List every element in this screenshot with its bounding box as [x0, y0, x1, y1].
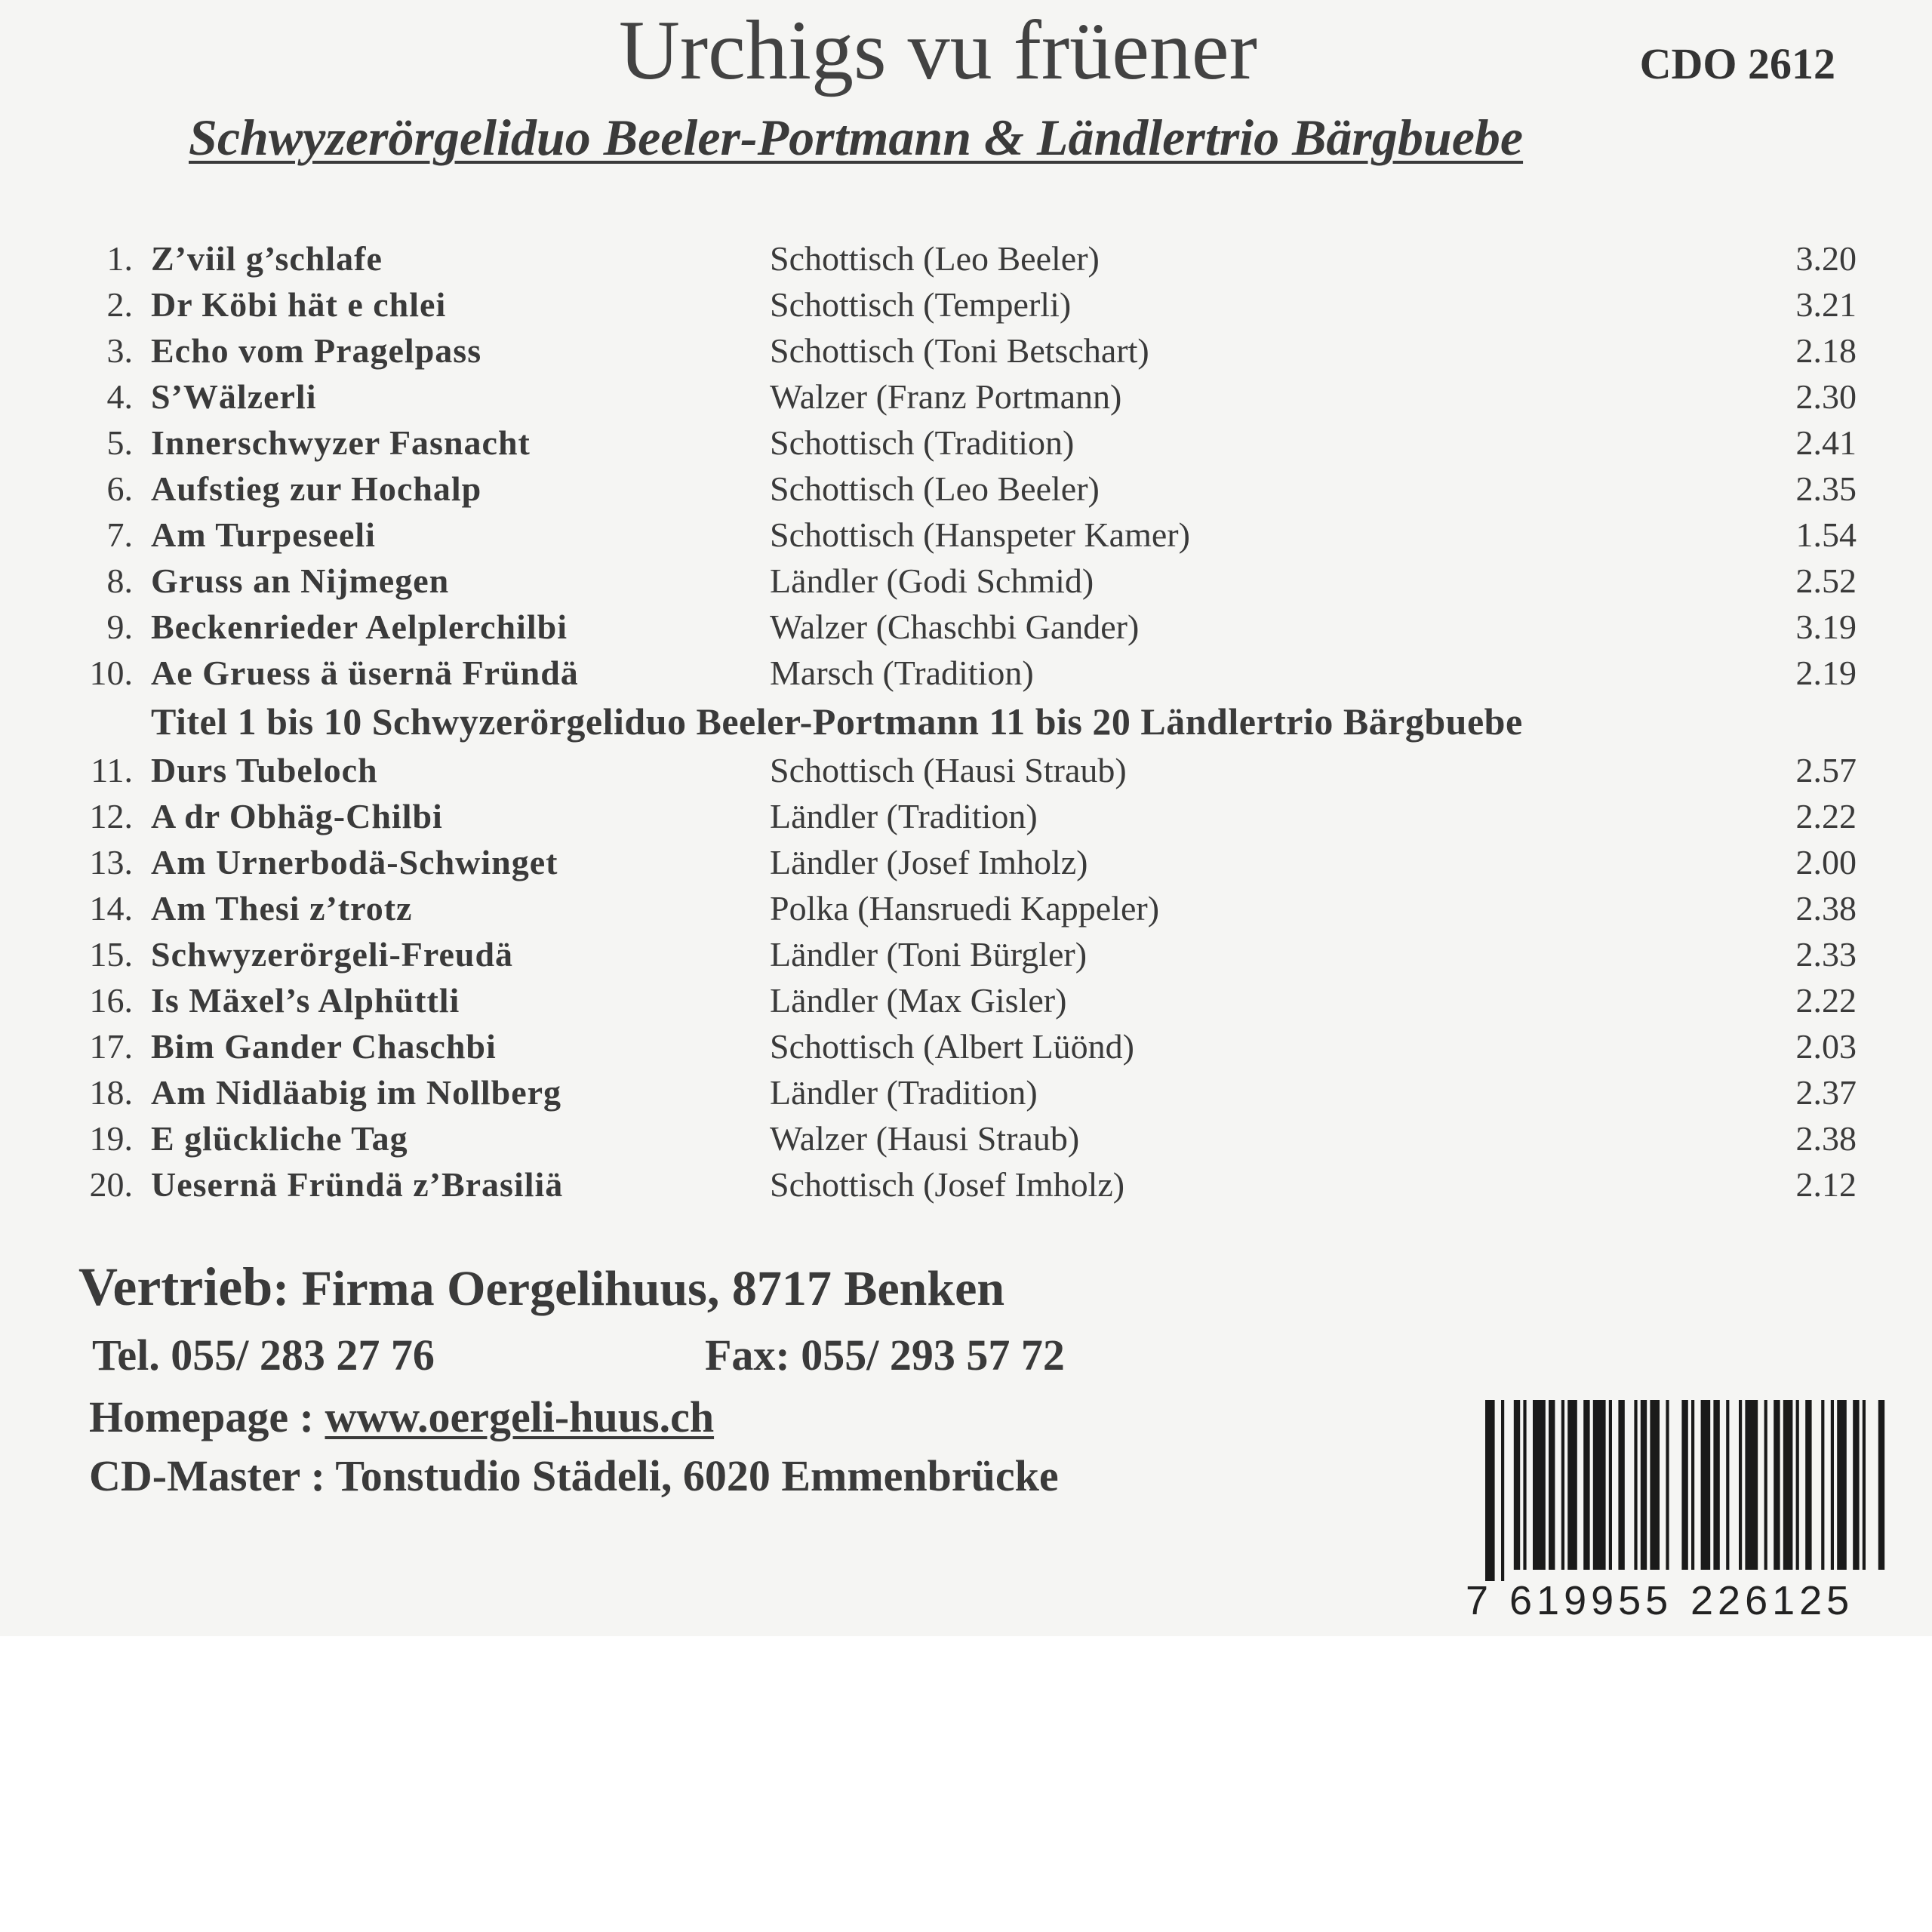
track-duration: 2.22	[1795, 797, 1857, 835]
barcode-bar	[1805, 1400, 1811, 1570]
track-duration: 2.30	[1795, 377, 1857, 416]
section-note	[68, 696, 1857, 747]
barcode-bar	[1878, 1400, 1884, 1570]
distribution-value: : Firma Oergelihuus, 8717 Benken	[272, 1261, 1005, 1316]
track-title: Am Urnerbodä-Schwinget	[151, 843, 558, 881]
track-duration: 1.54	[1795, 515, 1857, 554]
track-row	[68, 793, 1857, 839]
barcode-bar	[1609, 1400, 1612, 1570]
track-genre-composer: Walzer (Chaschbi Gander)	[770, 608, 1140, 646]
track-number: 15.	[89, 935, 133, 974]
track-genre-composer: Walzer (Hausi Straub)	[770, 1119, 1080, 1158]
track-title: E glückliche Tag	[151, 1119, 408, 1158]
track-row	[68, 374, 1857, 420]
barcode-first-digit: 7	[1466, 1578, 1489, 1623]
section-note-text: Titel 1 bis 10 Schwyzerörgeliduo Beeler-Portmann 11 bis 20 Ländlertrio Bärgbuebe	[151, 700, 1523, 743]
homepage-link[interactable]: www.oergeli-huus.ch	[325, 1392, 715, 1441]
track-genre-composer: Schottisch (Leo Beeler)	[770, 239, 1100, 278]
track-genre-composer: Ländler (Toni Bürgler)	[770, 935, 1088, 974]
track-row	[68, 1161, 1857, 1208]
track-genre-composer: Ländler (Josef Imholz)	[770, 843, 1088, 881]
homepage-label: Homepage :	[89, 1392, 325, 1441]
track-number: 7.	[106, 515, 133, 554]
artist-subtitle: Schwyzerörgeliduo Beeler-Portmann & Ländlertrio Bärgbuebe	[189, 109, 1524, 166]
barcode-bar	[1618, 1400, 1624, 1570]
cd-master-value: Tonstudio Städeli, 6020 Emmenbrücke	[335, 1451, 1059, 1500]
track-duration: 2.22	[1795, 981, 1857, 1020]
barcode-bar	[1764, 1400, 1767, 1570]
track-genre-composer: Ländler (Max Gisler)	[770, 981, 1067, 1020]
track-number: 14.	[89, 889, 133, 928]
phone-fax-line	[92, 1323, 1065, 1388]
fax-number: Fax: 055/ 293 57 72	[705, 1331, 1065, 1380]
track-genre-composer: Schottisch (Josef Imholz)	[770, 1165, 1125, 1204]
track-row	[68, 885, 1857, 931]
barcode-bar	[1713, 1400, 1719, 1570]
track-genre-composer: Schottisch (Toni Betschart)	[770, 331, 1149, 370]
track-duration: 2.38	[1795, 1119, 1857, 1158]
track-title: Beckenrieder Aelplerchilbi	[151, 608, 568, 646]
barcode-bar	[1853, 1400, 1859, 1570]
track-genre-composer: Schottisch (Hausi Straub)	[770, 751, 1127, 789]
track-number: 9.	[106, 608, 133, 646]
barcode-bar	[1774, 1400, 1780, 1570]
barcode-bar	[1666, 1400, 1669, 1570]
track-title: Is Mäxel’s Alphüttli	[151, 981, 460, 1020]
track-duration: 2.52	[1795, 561, 1857, 600]
track-genre-composer: Schottisch (Albert Lüönd)	[770, 1027, 1134, 1066]
barcode-bar	[1745, 1400, 1758, 1570]
barcode-bar	[1726, 1400, 1729, 1570]
barcode-bars	[1464, 1400, 1887, 1581]
track-duration: 2.18	[1795, 331, 1857, 370]
album-title: Urchigs vu früener	[619, 4, 1257, 97]
track-row	[68, 466, 1857, 512]
barcode-bar	[1796, 1400, 1799, 1570]
track-title: Echo vom Pragelpass	[151, 331, 482, 370]
barcode-left-group: 619955	[1509, 1578, 1673, 1623]
track-number: 13.	[89, 843, 133, 881]
track-title: Dr Köbi hät e chlei	[151, 285, 447, 324]
track-duration: 3.19	[1795, 608, 1857, 646]
track-title: Am Nidläabig im Nollberg	[151, 1073, 562, 1112]
track-genre-composer: Ländler (Godi Schmid)	[770, 561, 1094, 600]
track-duration: 3.20	[1795, 239, 1857, 278]
cd-master-line	[89, 1447, 1059, 1506]
track-duration: 3.21	[1795, 285, 1857, 324]
barcode-bar	[1691, 1400, 1694, 1570]
track-title: Durs Tubeloch	[151, 751, 378, 789]
barcode-bar	[1514, 1400, 1520, 1570]
distribution-line	[78, 1253, 1059, 1323]
barcode-bar	[1863, 1400, 1866, 1570]
distribution-label: Vertrieb	[78, 1257, 273, 1317]
track-genre-composer: Schottisch (Hanspeter Kamer)	[770, 515, 1190, 554]
barcode-bar	[1701, 1400, 1711, 1570]
track-number: 5.	[106, 423, 133, 462]
track-title: Schwyzerörgeli-Freudä	[151, 935, 514, 974]
track-genre-composer: Ländler (Tradition)	[770, 797, 1038, 835]
track-number: 8.	[106, 561, 133, 600]
track-title: Am Turpeseeli	[151, 515, 376, 554]
track-title: Am Thesi z’trotz	[151, 889, 413, 928]
barcode-bar	[1561, 1400, 1564, 1570]
track-number: 10.	[89, 654, 133, 692]
track-title: A dr Obhäg-Chilbi	[151, 797, 443, 835]
cd-master-label: CD-Master :	[89, 1451, 336, 1500]
track-title: Uesernä Fründä z’Brasiliä	[151, 1165, 564, 1204]
barcode-bar	[1501, 1400, 1504, 1581]
track-duration: 2.00	[1795, 843, 1857, 881]
track-list-part1	[68, 235, 1857, 696]
barcode-bar	[1739, 1400, 1742, 1570]
barcode-bar	[1837, 1400, 1847, 1570]
barcode-bar	[1549, 1400, 1555, 1570]
barcode-bar	[1831, 1400, 1834, 1570]
track-number: 1.	[106, 239, 133, 278]
track-genre-composer: Ländler (Tradition)	[770, 1073, 1038, 1112]
track-number: 16.	[89, 981, 133, 1020]
track-number: 11.	[91, 751, 133, 789]
track-row	[68, 558, 1857, 604]
track-genre-composer: Polka (Hansruedi Kappeler)	[770, 889, 1160, 928]
phone-number: Tel. 055/ 283 27 76	[92, 1331, 435, 1380]
track-title: Ae Gruess ä üsernä Fründä	[151, 654, 579, 692]
barcode-bar	[1681, 1400, 1687, 1570]
track-genre-composer: Marsch (Tradition)	[770, 654, 1034, 692]
track-duration: 2.35	[1795, 469, 1857, 508]
track-row	[68, 747, 1857, 793]
track-row	[68, 1023, 1857, 1069]
barcode-bar	[1641, 1400, 1647, 1570]
track-list-part2	[68, 747, 1857, 1208]
track-duration: 2.03	[1795, 1027, 1857, 1066]
barcode-bar	[1650, 1400, 1660, 1570]
barcode-bar	[1821, 1400, 1824, 1570]
track-number: 18.	[89, 1073, 133, 1112]
track-row	[68, 235, 1857, 281]
track-number: 20.	[89, 1165, 133, 1204]
barcode-bar	[1634, 1400, 1637, 1570]
track-number: 12.	[89, 797, 133, 835]
homepage-line	[89, 1388, 1059, 1447]
track-row	[68, 839, 1857, 885]
track-title: Gruss an Nijmegen	[151, 561, 450, 600]
barcode-bar	[1583, 1400, 1589, 1570]
track-number: 17.	[89, 1027, 133, 1066]
barcode-bar	[1523, 1400, 1526, 1570]
track-title: S’Wälzerli	[151, 377, 317, 416]
track-row	[68, 420, 1857, 466]
ean-barcode	[1464, 1400, 1887, 1623]
track-row	[68, 1115, 1857, 1161]
barcode-bar	[1593, 1400, 1606, 1570]
barcode-bar	[1533, 1400, 1546, 1570]
track-list	[68, 235, 1857, 1208]
track-duration: 2.33	[1795, 935, 1857, 974]
barcode-bar	[1567, 1400, 1577, 1570]
track-row	[68, 1069, 1857, 1115]
track-duration: 2.37	[1795, 1073, 1857, 1112]
track-number: 2.	[106, 285, 133, 324]
track-duration: 2.19	[1795, 654, 1857, 692]
track-number: 4.	[106, 377, 133, 416]
track-row	[68, 604, 1857, 650]
track-row	[68, 650, 1857, 696]
track-number: 19.	[89, 1119, 133, 1158]
track-row	[68, 281, 1857, 328]
barcode-bar	[1783, 1400, 1793, 1570]
track-genre-composer: Walzer (Franz Portmann)	[770, 377, 1122, 416]
contact-block	[78, 1253, 1065, 1506]
track-number: 3.	[106, 331, 133, 370]
track-row	[68, 512, 1857, 558]
catalog-number: CDO 2612	[1639, 39, 1835, 88]
track-duration: 2.12	[1795, 1165, 1857, 1204]
track-title: Innerschwyzer Fasnacht	[151, 423, 531, 462]
track-row	[68, 977, 1857, 1023]
track-title: Bim Gander Chaschbi	[151, 1027, 497, 1066]
track-row	[68, 931, 1857, 977]
track-number: 6.	[106, 469, 133, 508]
track-row	[68, 328, 1857, 374]
track-genre-composer: Schottisch (Tradition)	[770, 423, 1075, 462]
track-duration: 2.57	[1795, 751, 1857, 789]
barcode-bar	[1485, 1400, 1495, 1581]
track-genre-composer: Schottisch (Temperli)	[770, 285, 1072, 324]
track-duration: 2.38	[1795, 889, 1857, 928]
track-title: Z’viil g’schlafe	[151, 239, 383, 278]
barcode-right-group: 226125	[1690, 1578, 1854, 1623]
track-title: Aufstieg zur Hochalp	[151, 469, 482, 508]
track-duration: 2.41	[1795, 423, 1857, 462]
track-genre-composer: Schottisch (Leo Beeler)	[770, 469, 1100, 508]
